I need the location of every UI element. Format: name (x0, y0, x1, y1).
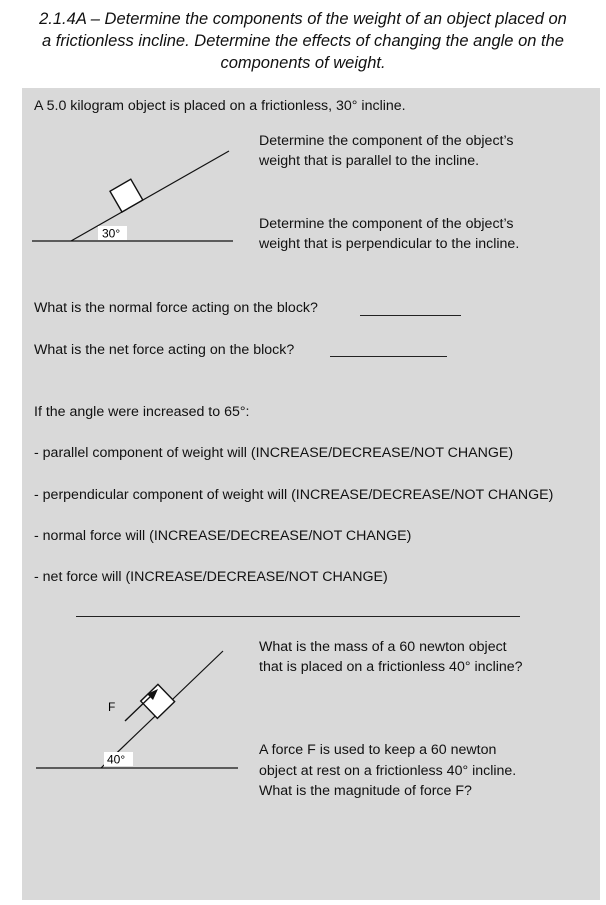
q-parallel-line-1: Determine the component of the object’s (259, 133, 514, 149)
q-mass-line-2: that is placed on a frictionless 40° incline? (259, 659, 523, 675)
q-force-line-2: object at rest on a frictionless 40° incline. (259, 763, 517, 779)
change-item-net: - net force will (INCREASE/DECREASE/NOT CHANGE) (34, 569, 388, 585)
q-parallel-line-2: weight that is parallel to the incline. (259, 153, 480, 169)
title-line-2: a frictionless incline. Determine the effects of changing the angle on the (42, 32, 564, 50)
change-item-perpendicular: - perpendicular component of weight will (INCREASE/DECREASE/NOT CHANGE) (34, 487, 554, 503)
change-item-parallel: - parallel component of weight will (INCREASE/DECREASE/NOT CHANGE) (34, 445, 514, 461)
change-intro: If the angle were increased to 65°: (34, 404, 250, 420)
q-net-force: What is the net force acting on the block? (34, 342, 295, 358)
title-line-1: 2.1.4A – Determine the components of the weight of an object placed on (39, 10, 567, 28)
q-force-line-1: A force F is used to keep a 60 newton (259, 742, 497, 758)
q-normal-force: What is the normal force acting on the block? (34, 300, 318, 316)
q-mass-line-1: What is the mass of a 60 newton object (259, 639, 507, 655)
q-perpendicular-line-2: weight that is perpendicular to the incline. (259, 236, 520, 252)
angle-label-40: 40° (107, 752, 126, 767)
force-label-f: F (108, 700, 116, 714)
angle-label-30: 30° (102, 226, 121, 241)
change-item-normal: - normal force will (INCREASE/DECREASE/NOT CHANGE) (34, 528, 412, 544)
q-force-line-3: What is the magnitude of force F? (259, 783, 472, 799)
q-perpendicular-line-1: Determine the component of the object’s (259, 216, 514, 232)
problem1-statement: A 5.0 kilogram object is placed on a frictionless, 30° incline. (34, 98, 406, 114)
title-line-3: components of weight. (220, 54, 386, 72)
